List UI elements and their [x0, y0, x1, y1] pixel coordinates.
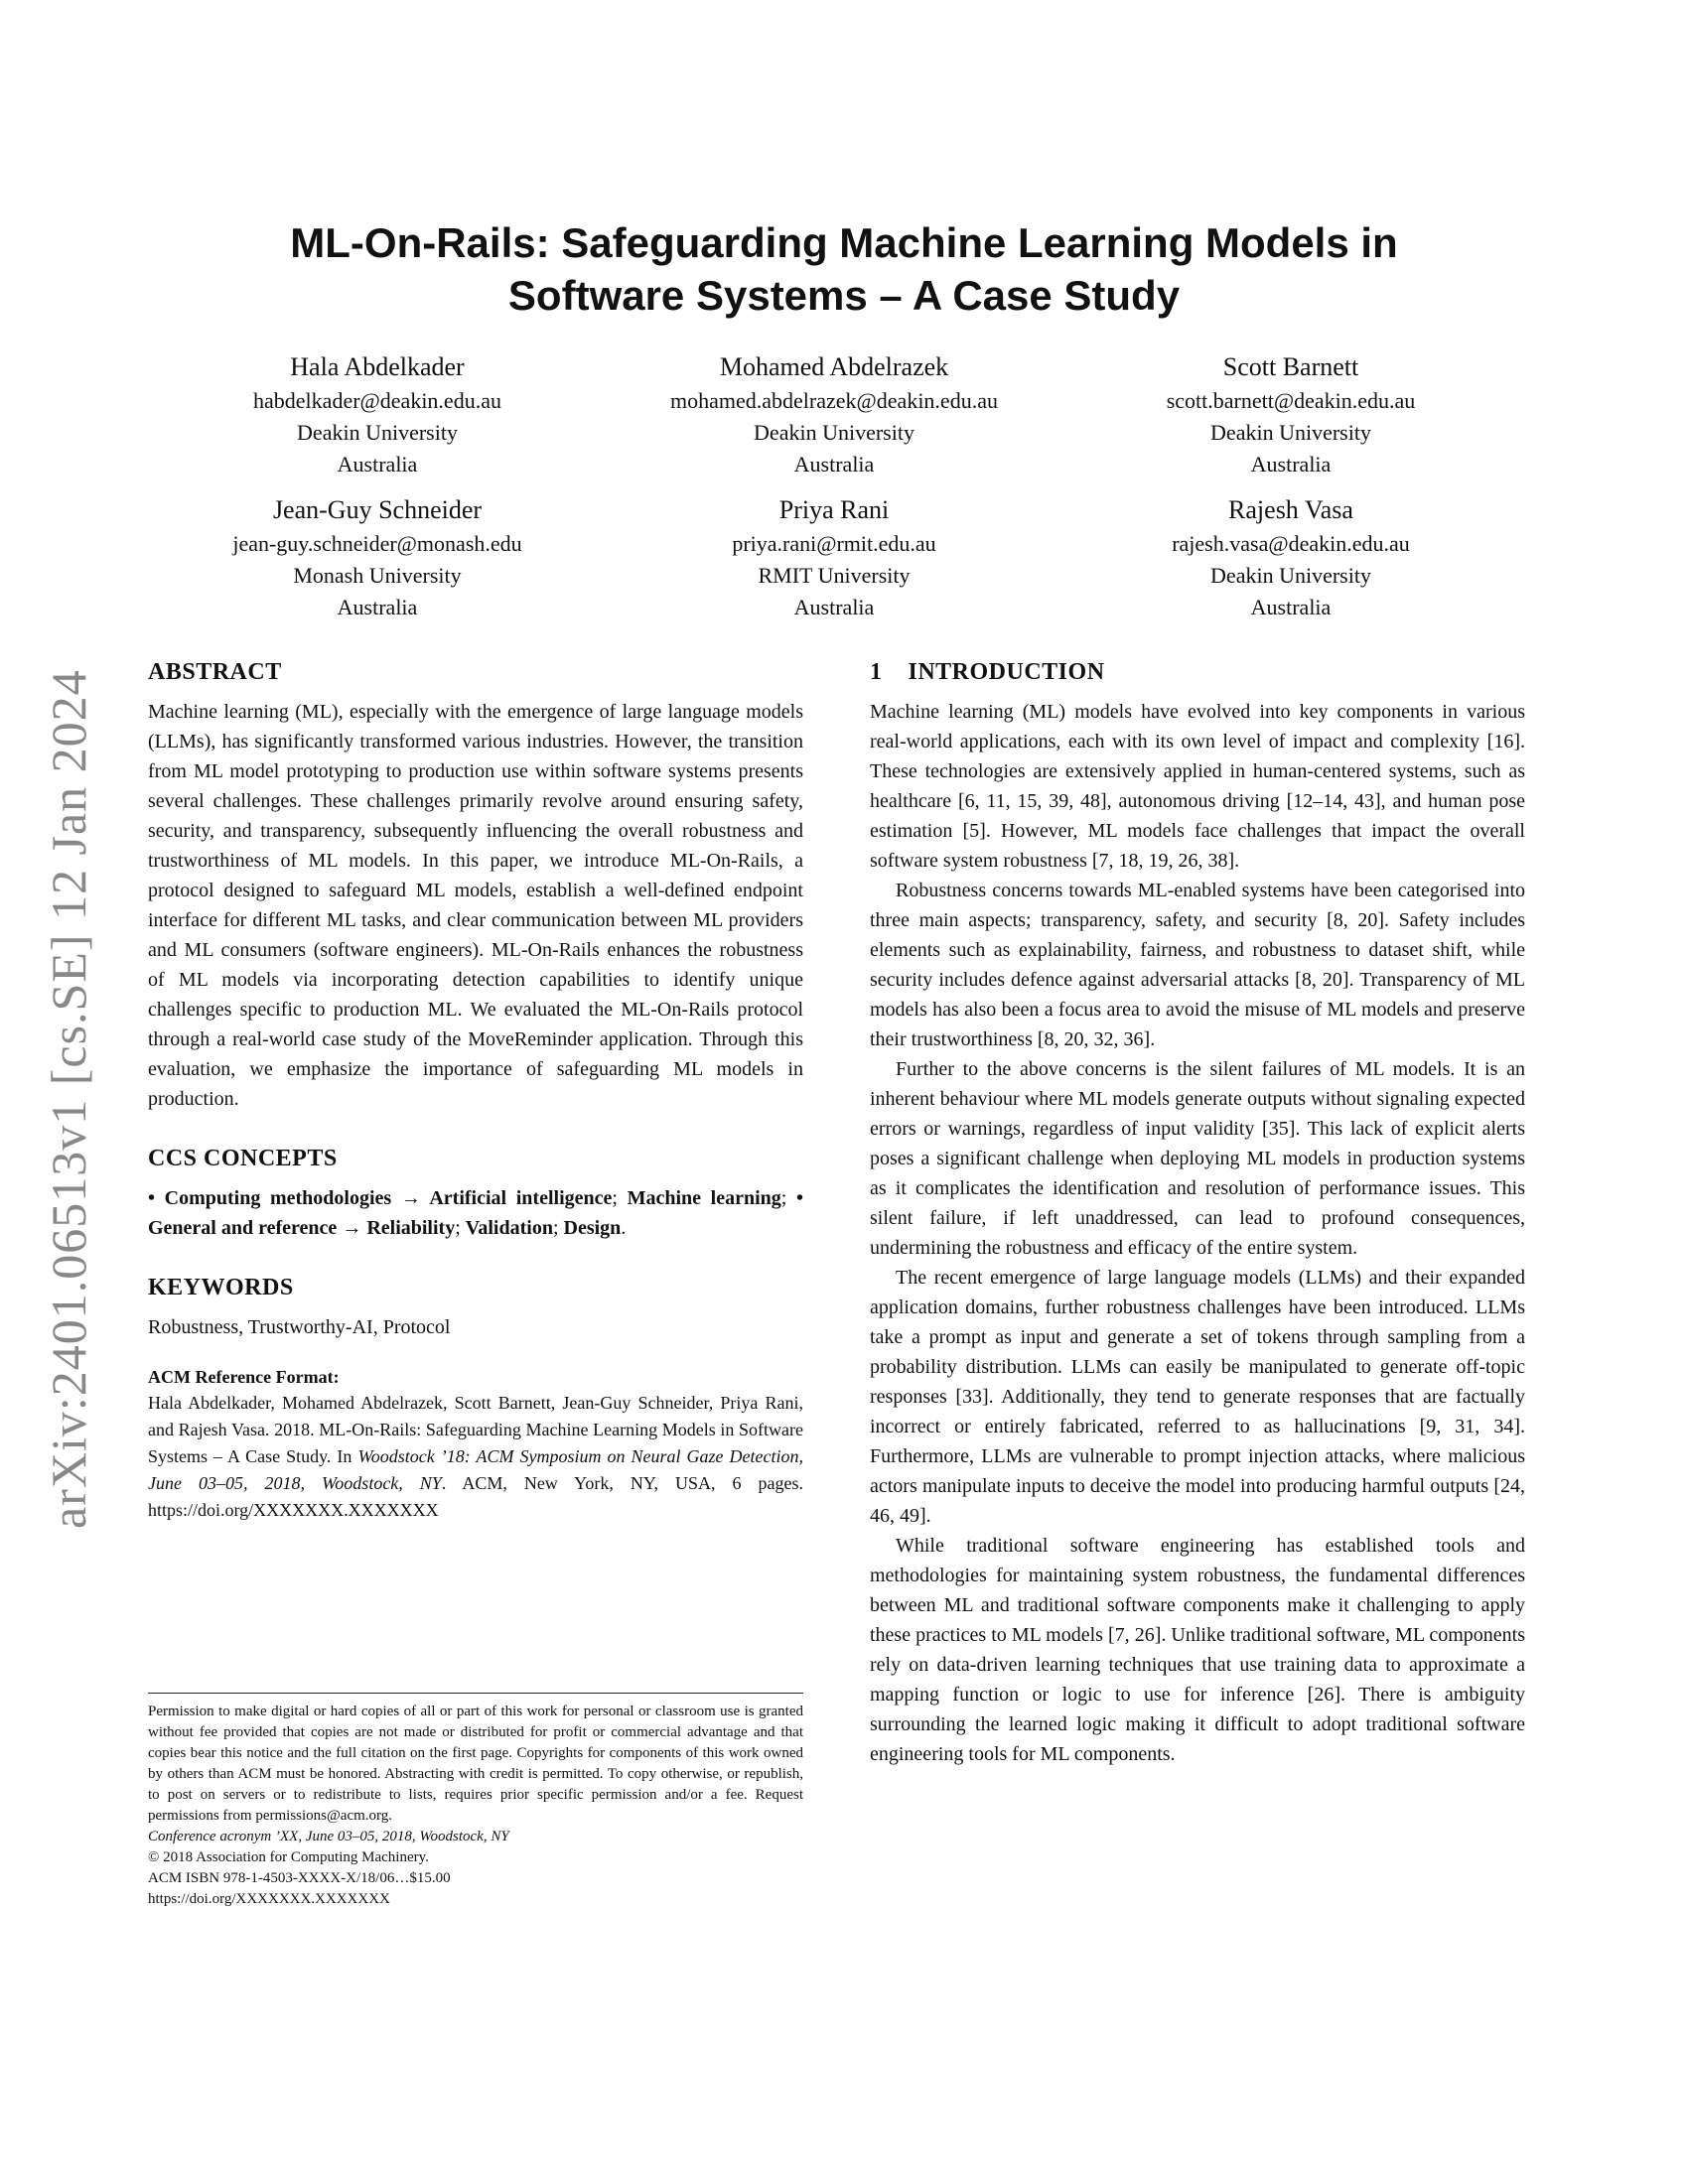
- arxiv-stamp: arXiv:2401.06513v1 [cs.SE] 12 Jan 2024: [41, 669, 96, 1529]
- ccs-separator: ;: [455, 1217, 466, 1239]
- author-affiliation: Monash University: [293, 563, 462, 588]
- paper-title: [0, 216, 1688, 322]
- author-affiliation: Deakin University: [1210, 420, 1371, 445]
- author-list: [149, 349, 1519, 623]
- ccs-separator: .: [621, 1217, 627, 1239]
- ccs-concept: Validation: [465, 1217, 553, 1239]
- ccs-concept: Machine learning: [627, 1187, 781, 1209]
- acm-reference-heading: ACM Reference Format:: [148, 1367, 340, 1387]
- ccs-separator: ;: [552, 1217, 564, 1239]
- intro-paragraph: Machine learning (ML) models have evolved into key components in various real-world applications, each with its own level of impact and complexity [16]. These technologies are extensively applied in human-centered systems, such as healthcare [6, 11, 15, 39, 48], autonomous driving [12–14, 43], and human pose estimation [5]. However, ML models face challenges that impact the overall software system robustness [7, 18, 19, 26, 38].: [870, 701, 1525, 872]
- doi-line: https://doi.org/XXXXXXX.XXXXXXX: [148, 1891, 390, 1907]
- author-block: [149, 492, 606, 623]
- author-country: Australia: [337, 452, 418, 477]
- author-affiliation: RMIT University: [758, 563, 911, 588]
- author-country: Australia: [1250, 452, 1332, 477]
- author-block: [149, 349, 606, 480]
- author-affiliation: Deakin University: [754, 420, 914, 445]
- ccs-concept: Design: [563, 1217, 622, 1239]
- ccs-concept: • Computing methodologies → Artificial intelligence: [148, 1187, 613, 1209]
- ccs-concepts: [148, 1183, 803, 1243]
- footnote: [148, 1693, 803, 1910]
- author-country: Australia: [1250, 595, 1332, 619]
- abstract-heading: ABSTRACT: [148, 659, 282, 685]
- conference-text: Conference acronym ’XX, June 03–05, 2018, Woodstock, NY: [148, 1829, 509, 1844]
- author-affiliation: Deakin University: [1210, 563, 1371, 588]
- reference-text: Hala Abdelkader, Mohamed Abdelrazek, Scott Barnett, Jean-Guy Schneider, Priya Rani, and Rajesh Vasa. 2018. ML-On-Rails: Safeguarding Machine Learning Models in Software Systems – A Case Study. In: [148, 1393, 803, 1466]
- reference-venue: Woodstock ’18: ACM Symposium on Neural Gaze Detection, June 03–05, 2018, Woodstock, NY: [148, 1446, 803, 1493]
- intro-paragraph: The recent emergence of large language models (LLMs) and their expanded application domains, further robustness challenges have been introduced. LLMs take a prompt as input and generate a set of tokens through sampling from a probability distribution. LLMs can easily be manipulated to generate off-topic responses [33]. Additionally, they tend to generate responses that are factually incorrect or entirely fabricated, referred to as hallucinations [9, 31, 34]. Furthermore, LLMs are vulnerable to prompt injection attacks, where malicious actors manipulate inputs to deceive the model into producing harmful outputs [24, 46, 49].: [870, 1267, 1525, 1527]
- intro-paragraph: Robustness concerns towards ML-enabled systems have been categorised into three main aspects; transparency, safety, and security [8, 20]. Safety includes elements such as explainability, fairness, and robustness to dataset shift, while security includes defence against adversarial attacks [8, 20]. Transparency of ML models has also been a focus area to avoid the misuse of ML models and preserve their trustworthiness [8, 20, 32, 36].: [870, 880, 1525, 1050]
- title-line-2: Software Systems – A Case Study: [507, 272, 1181, 319]
- author-name: Hala Abdelkader: [290, 352, 465, 381]
- author-block: [606, 492, 1062, 623]
- copyright-line: © 2018 Association for Computing Machinery.: [148, 1849, 429, 1865]
- ccs-separator: ;: [612, 1187, 628, 1209]
- ccs-separator: ;: [780, 1187, 796, 1209]
- author-name: Priya Rani: [778, 495, 890, 524]
- author-email: habdelkader@deakin.edu.au: [253, 388, 501, 413]
- author-affiliation: Deakin University: [297, 420, 458, 445]
- introduction-heading: 1 INTRODUCTION: [870, 659, 1105, 685]
- conference-line: [148, 1827, 803, 1847]
- author-email: mohamed.abdelrazek@deakin.edu.au: [670, 388, 998, 413]
- author-name: Mohamed Abdelrazek: [719, 352, 949, 381]
- author-name: Scott Barnett: [1222, 352, 1359, 381]
- author-name: Jean-Guy Schneider: [272, 495, 483, 524]
- author-country: Australia: [793, 452, 875, 477]
- author-email: rajesh.vasa@deakin.edu.au: [1172, 531, 1410, 556]
- permission-notice: Permission to make digital or hard copies of all or part of this work for personal or classroom use is granted without fee provided that copies are not made or distributed for profit or commercial advantage and that copies bear this notice and the full citation on the first page. Copyrights for components of this work owned by others than ACM must be honored. Abstracting with credit is permitted. To copy otherwise, or republish, to post on servers or to redistribute to lists, requires prior specific permission and/or a fee. Request permissions from permissions@acm.org.: [148, 1704, 803, 1824]
- reference-doi: . ACM, New York, NY, USA, 6 pages. https://doi.org/XXXXXXX.XXXXXXX: [148, 1473, 803, 1520]
- ccs-concept: • General and reference → Reliability: [148, 1187, 803, 1239]
- acm-reference: [148, 1364, 803, 1524]
- author-block: [1062, 492, 1519, 623]
- author-email: priya.rani@rmit.edu.au: [732, 531, 936, 556]
- acm-reference-text: [148, 1390, 803, 1524]
- author-email: jean-guy.schneider@monash.edu: [232, 531, 522, 556]
- author-block: [1062, 349, 1519, 480]
- intro-paragraph: While traditional software engineering has established tools and methodologies for maintaining system robustness, the fundamental differences between ML and traditional software components make it challenging to apply these practices to ML models [7, 26]. Unlike traditional software, ML components rely on data-driven learning techniques that use training data to approximate a mapping function or logic to use for inference [26]. There is ambiguity surrounding the learned logic making it difficult to adopt traditional software engineering tools for ML components.: [870, 1535, 1525, 1765]
- ccs-heading: CCS CONCEPTS: [148, 1146, 338, 1171]
- author-country: Australia: [337, 595, 418, 619]
- author-block: [606, 349, 1062, 480]
- left-column: [148, 655, 803, 1524]
- author-name: Rajesh Vasa: [1228, 495, 1353, 524]
- intro-paragraph: Further to the above concerns is the silent failures of ML models. It is an inherent behaviour where ML models generate outputs without signaling expected errors or warnings, regardless of input validity [35]. This lack of explicit alerts poses a significant challenge when deploying ML models in production systems as it complicates the identification and resolution of performance issues. This silent failure, if left unaddressed, can lead to profound consequences, undermining the robustness and efficacy of the entire system.: [870, 1058, 1525, 1259]
- abstract-text: Machine learning (ML), especially with the emergence of large language models (LLMs), has significantly transformed various industries. However, the transition from ML model prototyping to production use within software systems presents several challenges. These challenges primarily revolve around ensuring safety, security, and transparency, subsequently influencing the overall robustness and trustworthiness of ML models. In this paper, we introduce ML-On-Rails, a protocol designed to safeguard ML models, establish a well-defined endpoint interface for different ML tasks, and clear communication between ML providers and ML consumers (software engineers). ML-On-Rails enhances the robustness of ML models via incorporating detection capabilities to identify unique challenges specific to production ML. We evaluated the ML-On-Rails protocol through a real-world case study of the MoveReminder application. Through this evaluation, we emphasize the importance of safeguarding ML models in production.: [148, 701, 803, 1110]
- title-line-1: ML-On-Rails: Safeguarding Machine Learning Models in: [290, 219, 1398, 266]
- isbn-line: ACM ISBN 978-1-4503-XXXX-X/18/06…$15.00: [148, 1870, 451, 1886]
- author-country: Australia: [793, 595, 875, 619]
- keywords-text: Robustness, Trustworthy-AI, Protocol: [148, 1316, 451, 1338]
- right-column: [870, 655, 1525, 1769]
- keywords-heading: KEYWORDS: [148, 1275, 294, 1300]
- author-email: scott.barnett@deakin.edu.au: [1166, 388, 1416, 413]
